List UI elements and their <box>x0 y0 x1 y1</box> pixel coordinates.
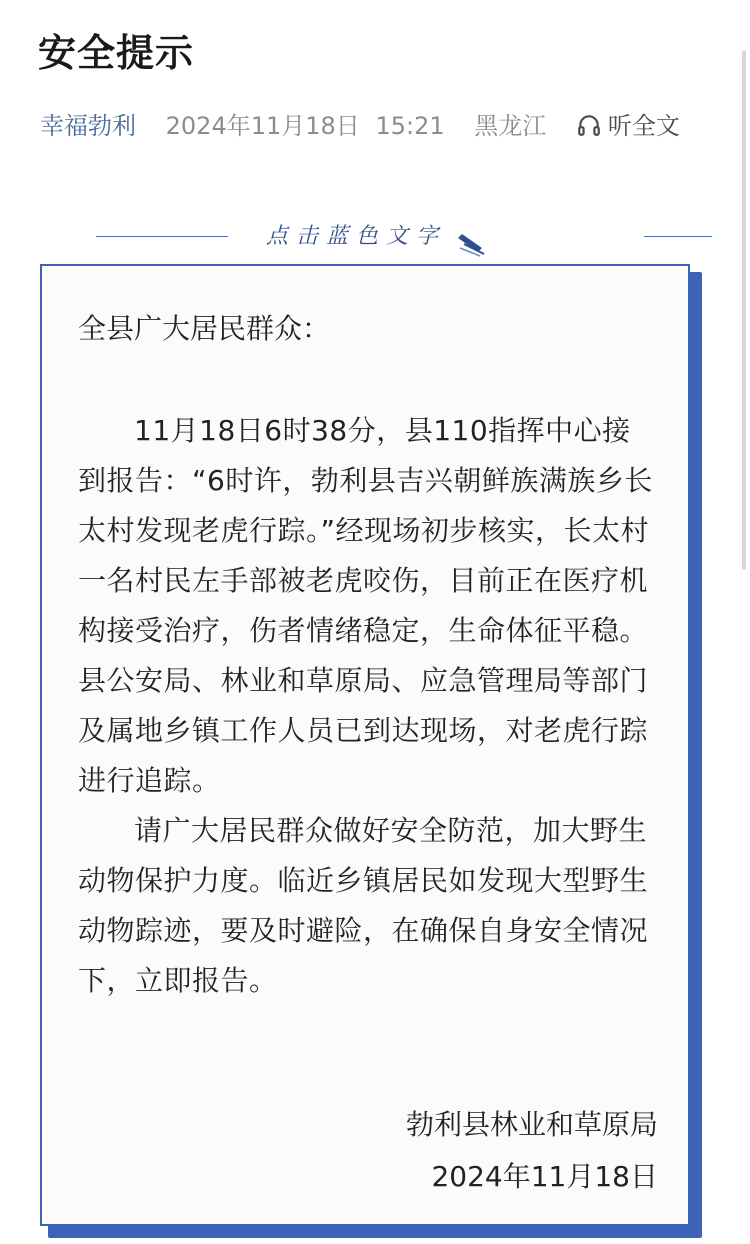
banner-divider-right <box>644 236 712 237</box>
notice-paragraph-1: 11月18日6时38分，县110指挥中心接到报告：“6时许，勃利县吉兴朝鲜族满族乡长太村发现老虎行踪。”经现场初步核实，长太村一名村民左手部被老虎咬伤，目前正在医疗机构接受治疗，伤者情绪稳定，生命体征平稳。县公安局、林业和草原局、应急管理局等部门及属地乡镇工作人员已到达现场，对老虎行踪进行追踪。 <box>78 414 653 797</box>
banner-divider-left <box>96 236 228 237</box>
author-link[interactable]: 幸福勃利 <box>40 112 136 140</box>
signature-date: 2024年11月18日 <box>431 1160 658 1193</box>
notice-greeting: 全县广大居民群众： <box>78 312 331 345</box>
banner-link[interactable]: 点击蓝色文字 <box>266 224 447 249</box>
article-meta <box>40 106 680 146</box>
notice-paragraph-2: 请广大居民群众做好安全防范，加大野生动物保护力度。临近乡镇居民如发现大型野生动物踪迹，要及时避险，在确保自身安全情况下，立即报告。 <box>78 814 649 997</box>
publish-time: 15:21 <box>375 112 445 140</box>
listen-label: 听全文 <box>607 112 680 140</box>
signature-organization: 勃利县林业和草原局 <box>405 1108 658 1141</box>
publish-region: 黑龙江 <box>474 112 547 140</box>
headphones-icon <box>576 112 602 138</box>
article-title: 安全提示 <box>38 31 195 75</box>
notice-card <box>40 264 690 1226</box>
publish-date: 2024年11月18日 <box>165 112 360 140</box>
pen-icon <box>440 204 500 264</box>
page-scrollbar[interactable] <box>742 50 746 570</box>
listen-button[interactable] <box>576 112 680 140</box>
